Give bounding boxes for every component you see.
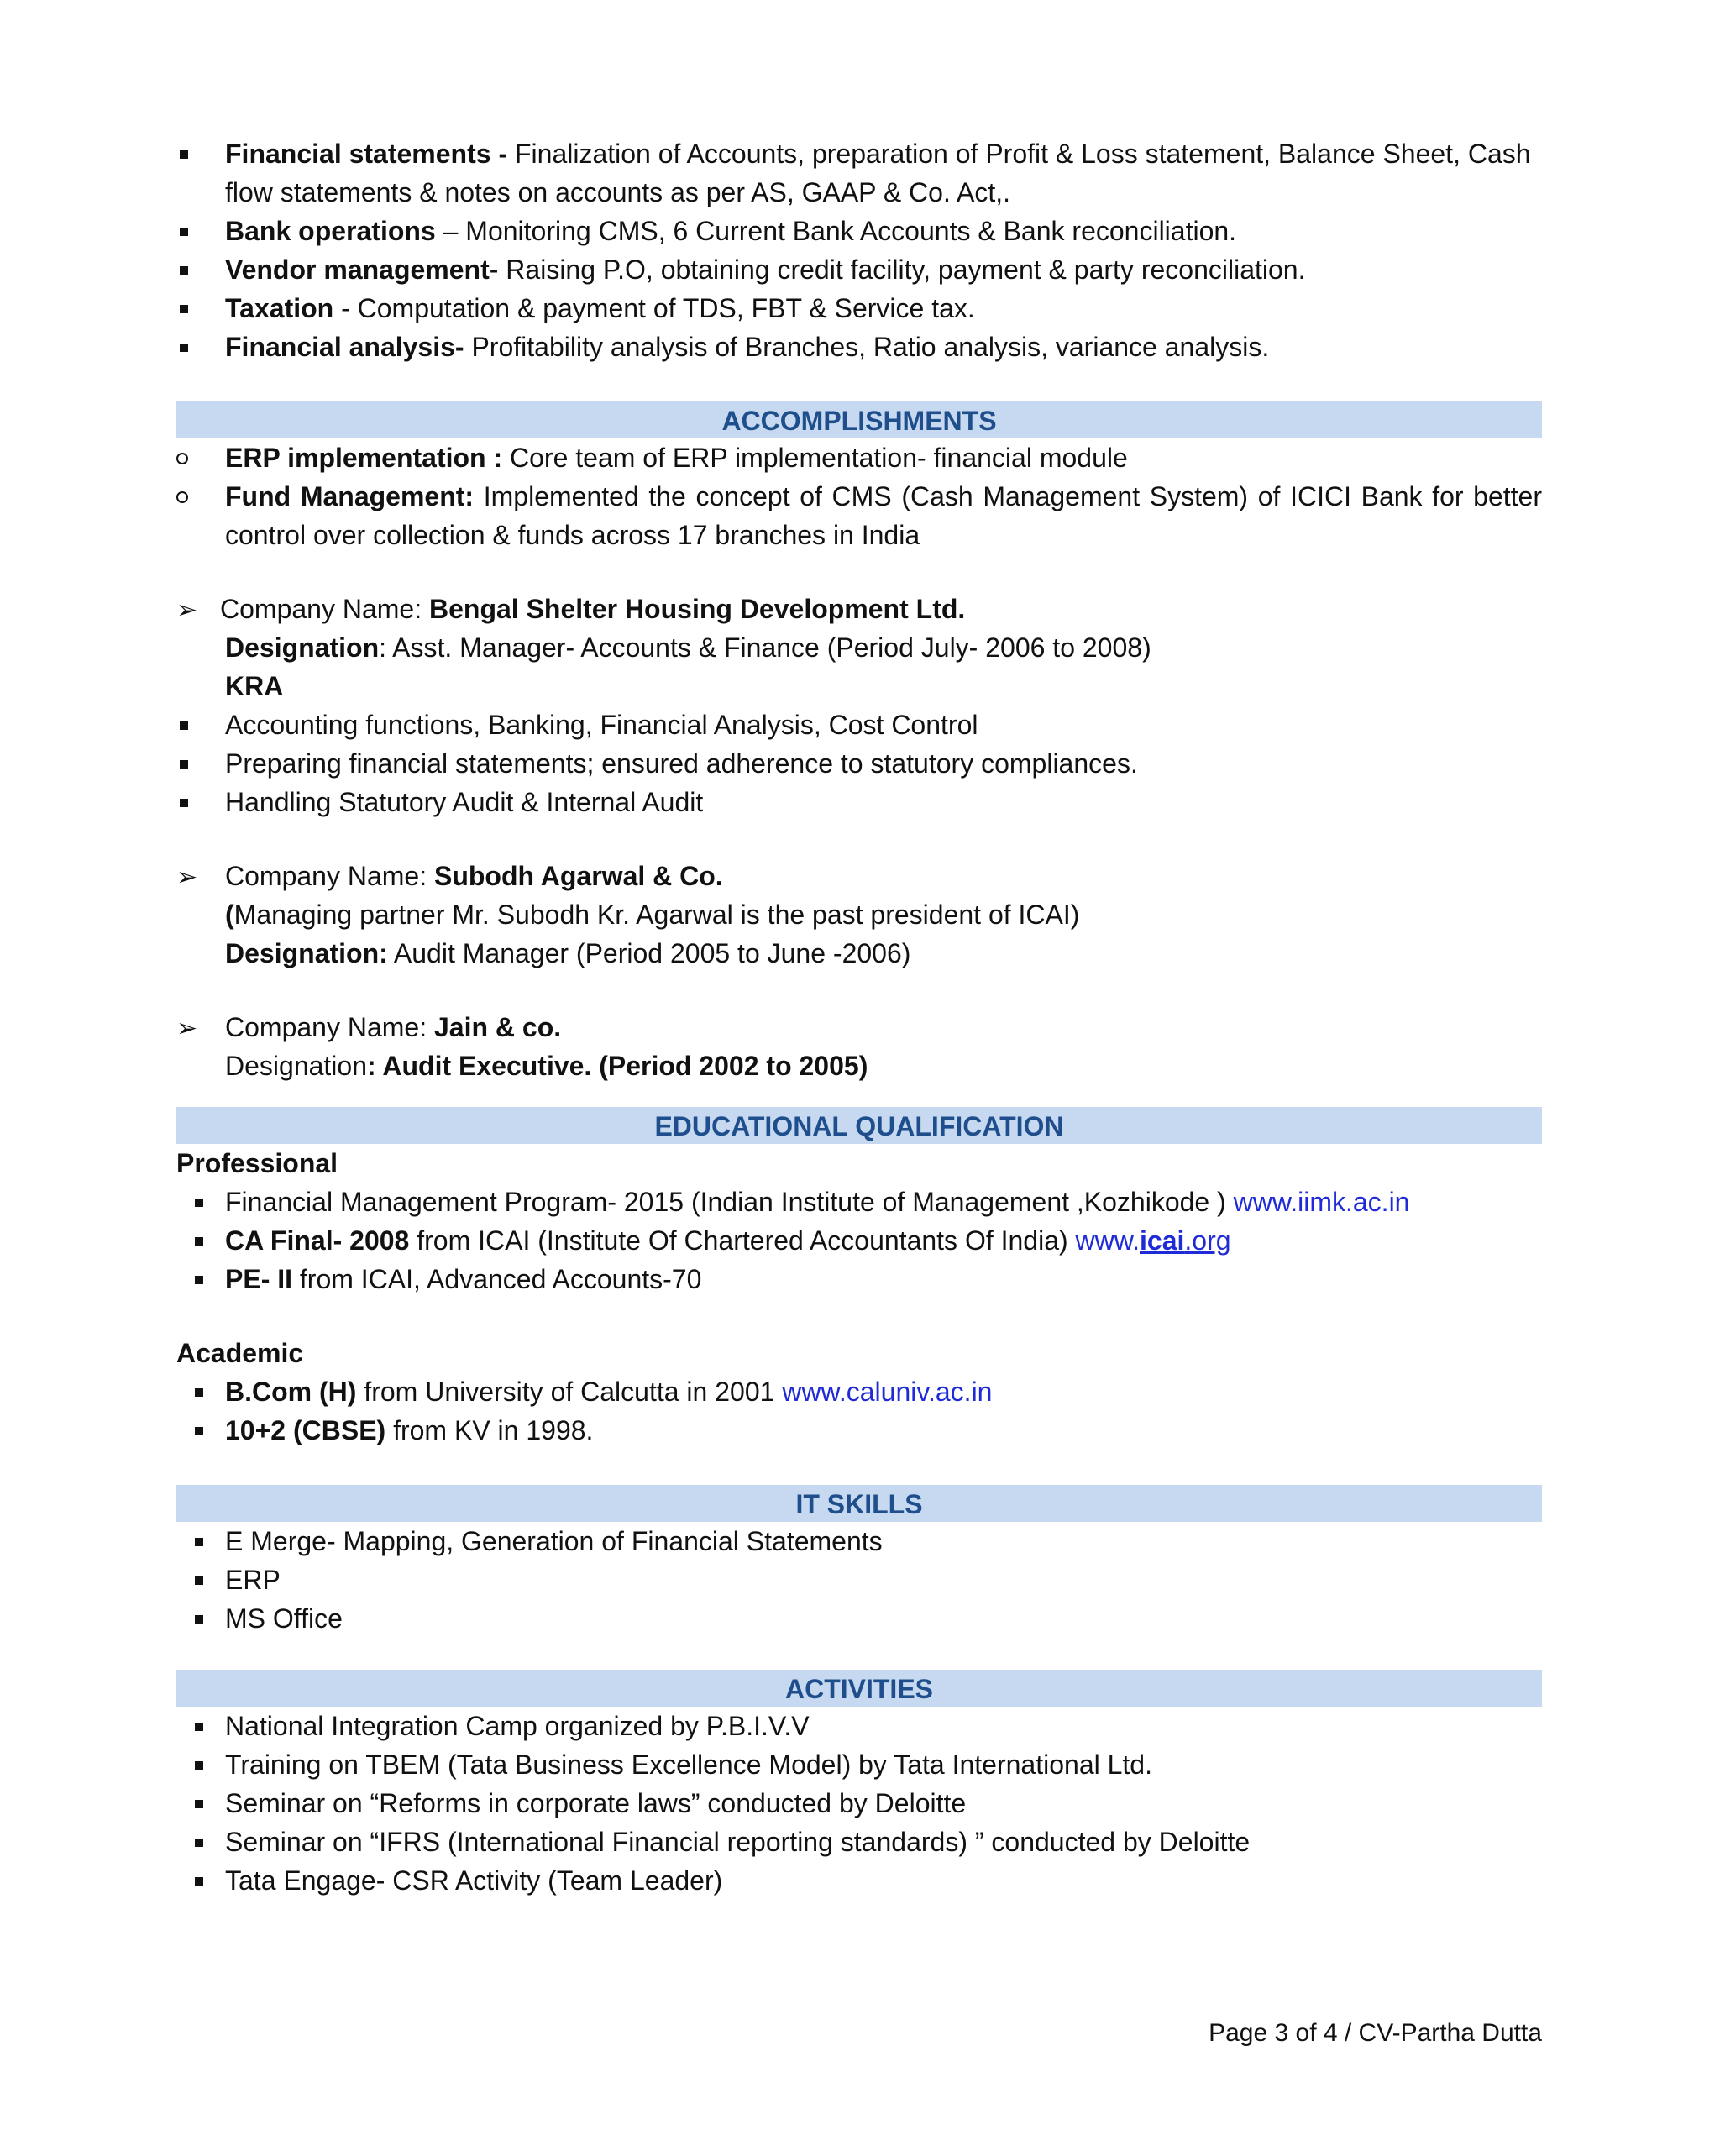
company-entry: ➢ Company Name: Bengal Shelter Housing Development Ltd. xyxy=(176,590,1542,628)
designation-line: Designation: Asst. Manager- Accounts & Finance (Period July- 2006 to 2008) xyxy=(225,632,1151,663)
bullet-square-icon xyxy=(191,1784,217,1823)
bullet-square-icon xyxy=(191,1183,217,1221)
kra-item: Preparing financial statements; ensured adherence to statutory compliances. xyxy=(176,744,1542,783)
activity-item: Tata Engage- CSR Activity (Team Leader) xyxy=(176,1861,1542,1900)
kra-item: Financial statements - Finalization of Accounts, preparation of Profit & Loss statement, Balance Sheet, Cash flow statements & notes on accounts as per AS, GAAP & Co. Act,. xyxy=(176,134,1542,212)
bullet-square-icon xyxy=(176,706,202,744)
bullet-square-icon xyxy=(191,1823,217,1861)
link-caluniv[interactable]: www.caluniv.ac.in xyxy=(782,1377,993,1407)
activity-item: Seminar on “Reforms in corporate laws” conducted by Deloitte xyxy=(176,1784,1542,1823)
section-heading-it-skills: IT SKILLS xyxy=(176,1485,1542,1522)
bullet-square-icon xyxy=(191,1707,217,1745)
bullet-square-icon xyxy=(176,783,202,821)
kra-item: Financial analysis- Profitability analysis of Branches, Ratio analysis, variance analysis. xyxy=(176,328,1542,366)
kra-item: Vendor management- Raising P.O, obtaining credit facility, payment & party reconciliation. xyxy=(176,250,1542,289)
education-item: PE- II from ICAI, Advanced Accounts-70 xyxy=(176,1260,1542,1298)
bullet-square-icon xyxy=(176,134,202,173)
bullet-square-icon xyxy=(176,289,202,328)
section-heading-activities: ACTIVITIES xyxy=(176,1670,1542,1707)
bullet-circle-icon xyxy=(176,438,202,477)
section-heading-accomplishments: ACCOMPLISHMENTS xyxy=(176,401,1542,438)
bullet-circle-icon xyxy=(176,477,202,516)
company-entry: ➢ Company Name: Jain & co. xyxy=(176,1008,1542,1047)
cv-content xyxy=(176,134,1542,1900)
education-item: CA Final- 2008 from ICAI (Institute Of Chartered Accountants Of India) www.icai.org xyxy=(176,1221,1542,1260)
skill-item: ERP xyxy=(176,1561,1542,1599)
company-note: (Managing partner Mr. Subodh Kr. Agarwal is the past president of ICAI) xyxy=(225,900,1080,930)
education-item: B.Com (H) from University of Calcutta in 2001 www.caluniv.ac.in xyxy=(176,1372,1542,1411)
bullet-square-icon xyxy=(191,1745,217,1784)
subheading-professional: Professional xyxy=(176,1148,338,1178)
bullet-square-icon xyxy=(191,1861,217,1900)
link-icai[interactable]: www.icai.org xyxy=(1075,1225,1231,1256)
activity-item: Seminar on “IFRS (International Financial reporting standards) ” conducted by Deloitte xyxy=(176,1823,1542,1861)
arrow-bullet-icon: ➢ xyxy=(176,863,198,891)
bullet-square-icon xyxy=(191,1522,217,1561)
bullet-square-icon xyxy=(191,1411,217,1450)
designation-line: Designation: Audit Manager (Period 2005 to June -2006) xyxy=(225,938,911,968)
bullet-square-icon xyxy=(191,1599,217,1638)
bullet-square-icon xyxy=(191,1372,217,1411)
page-footer: Page 3 of 4 / CV-Partha Dutta xyxy=(1209,2019,1542,2047)
arrow-bullet-icon: ➢ xyxy=(176,1015,198,1042)
subheading-academic: Academic xyxy=(176,1338,304,1368)
bullet-square-icon xyxy=(191,1561,217,1599)
link-iimk[interactable]: www.iimk.ac.in xyxy=(1233,1187,1410,1217)
skill-item: MS Office xyxy=(176,1599,1542,1638)
accomplishment-item: Fund Management: Implemented the concept of CMS (Cash Management System) of ICICI Bank for better control over collection & funds across 17 branches in India xyxy=(176,477,1542,554)
bullet-square-icon xyxy=(176,328,202,366)
section-heading-education: EDUCATIONAL QUALIFICATION xyxy=(176,1107,1542,1144)
kra-item: Bank operations – Monitoring CMS, 6 Current Bank Accounts & Bank reconciliation. xyxy=(176,212,1542,250)
kra-item: Handling Statutory Audit & Internal Audit xyxy=(176,783,1542,821)
activity-item: National Integration Camp organized by P.B.I.V.V xyxy=(176,1707,1542,1745)
education-item: Financial Management Program- 2015 (Indian Institute of Management ,Kozhikode ) www.iimk.ac.in xyxy=(176,1183,1542,1221)
accomplishment-item: ERP implementation : Core team of ERP implementation- financial module xyxy=(176,438,1542,477)
arrow-bullet-icon: ➢ xyxy=(176,596,198,624)
bullet-square-icon xyxy=(191,1221,217,1260)
company-entry: ➢ Company Name: Subodh Agarwal & Co. xyxy=(176,857,1542,895)
bullet-square-icon xyxy=(176,744,202,783)
bullet-square-icon xyxy=(191,1260,217,1298)
bullet-square-icon xyxy=(176,250,202,289)
kra-item: Taxation - Computation & payment of TDS, FBT & Service tax. xyxy=(176,289,1542,328)
education-item: 10+2 (CBSE) from KV in 1998. xyxy=(176,1411,1542,1450)
kra-item: Accounting functions, Banking, Financial Analysis, Cost Control xyxy=(176,706,1542,744)
bullet-square-icon xyxy=(176,212,202,250)
skill-item: E Merge- Mapping, Generation of Financial Statements xyxy=(176,1522,1542,1561)
kra-label: KRA xyxy=(225,671,284,701)
designation-line: Designation: Audit Executive. (Period 2002 to 2005) xyxy=(225,1051,868,1081)
activity-item: Training on TBEM (Tata Business Excellence Model) by Tata International Ltd. xyxy=(176,1745,1542,1784)
